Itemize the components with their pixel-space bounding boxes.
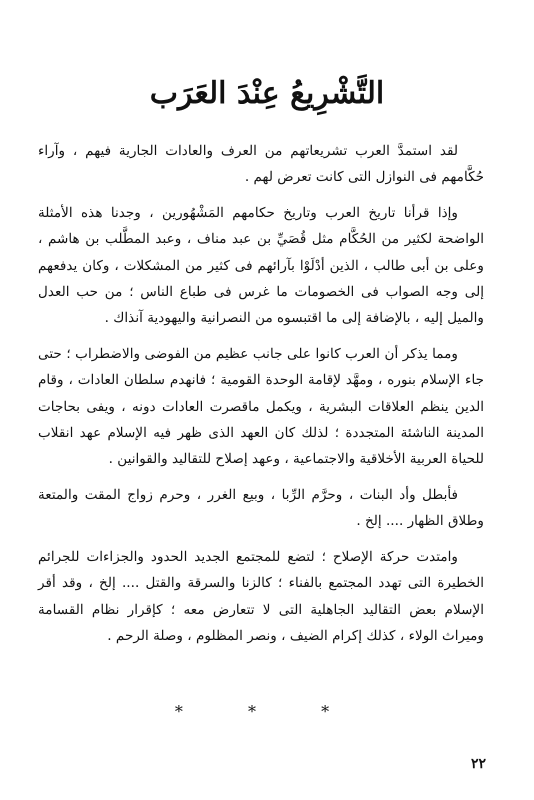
paragraph-3: ومما يذكر أن العرب كانوا على جانب عظيم من الفوضى والاضطراب ؛ حتى جاء الإسلام بنوره ، ومهَّد لإقامة الوحدة القومية ؛ فانهدم سلطان العادات ، وقام الدين ينظم العلاقات البشرية ، ويكمل ماقصرت العادات دونه ، ويفى بحاجات المدينة الناشئة المتجددة ؛ لذلك كان العهد الذى ظهر فيه الإسلام عهد انقلاب للحياة العربية الأخلاقية والاجتماعية ، وعهد إصلاح للتقاليد والقوانين . [38,345,484,468]
section-divider-asterisks: * * * [174,702,360,721]
paragraph-2: وإذا قرأنا تاريخ العرب وتاريخ حكامهم المَشْهُورين ، وجدنا هذه الأمثلة الواضحة لكثير من الحُكَّام مثل قُصَيِّ بن عبد مناف ، وعبد المطَّلب بن هاشم ، وعلى بن أبى طالب ، الذين أدْلَوْا بآرائهم فى كثير من المشكلات ، وكان يدفعهم إلى وجه الصواب فى الخصومات ما غرس فى طباع الناس ؛ من حب العدل والميل إليه ، بالإضافة إلى ما اقتبسوه من النصرانية واليهودية آنذاك . [38,204,484,327]
paragraph-5: وامتدت حركة الإصلاح ؛ لتضع للمجتمع الجديد الحدود والجزاءات للجرائم الخطيرة التى تهدد المجتمع بالفناء ؛ كالزنا والسرقة والقتل .... إلخ ، وقد أقر الإسلام بعض التقاليد الجاهلية التى لا تتعارض معه ؛ كإقرار نظام القسامة وميراث الولاء ، كذلك إكرام الضيف ، ونصر المظلوم ، وصلة الرحم . [38,548,484,644]
page-number: ٢٢ [470,756,486,772]
paragraph-1: لقد استمدَّ العرب تشريعاتهم من العرف والعادات الجارية فيهم ، وآراء حُكَّامهم فى النوازل التى كانت تعرض لهم . [38,143,484,186]
paragraph-4: فأبطل وأد البنات ، وحرَّم الرِّبا ، وبيع الغرر ، وحرم زواج المقت والمتعة وطلاق الظهار .... إلخ . [38,486,484,530]
chapter-title: التَّشْرِيعُ عِنْدَ العَرَب [149,76,385,112]
chapter-body [38,138,484,658]
